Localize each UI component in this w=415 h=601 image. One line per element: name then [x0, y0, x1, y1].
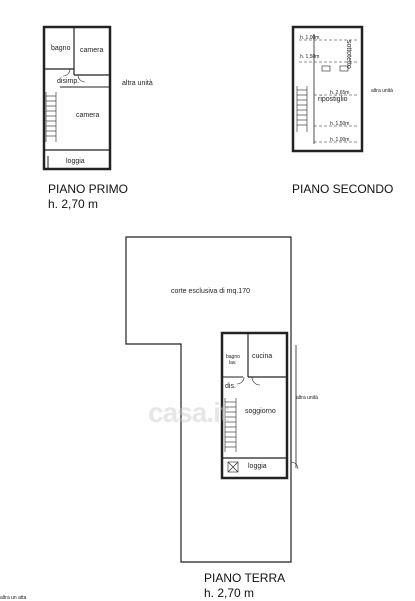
primo-label-loggia: loggia — [66, 158, 85, 165]
piano-primo-height: h. 2,70 m — [48, 197, 99, 211]
secondo-label-sottotetto: sottotetto — [345, 40, 352, 69]
terra-label-cucina: cucina — [252, 353, 273, 360]
piano-terra-title: PIANO TERRA — [204, 571, 286, 585]
terra-door-cucina — [252, 377, 260, 385]
secondo-height-5: h. 1,00m — [330, 137, 350, 143]
terra-door-bagno — [237, 377, 244, 384]
secondo-height-4: h. 1,50m — [330, 121, 350, 127]
terra-label-adjacent-left: altra un atta — [0, 595, 27, 600]
secondo-height-2: h. 1,50m — [300, 54, 320, 60]
terra-label-adjacent: altra unità — [296, 395, 318, 401]
piano-primo-title: PIANO PRIMO — [48, 182, 129, 196]
watermark: casa.it — [148, 397, 229, 428]
piano-terra-height: h. 2,70 m — [204, 586, 255, 600]
secondo-label-adjacent: altra unità — [371, 88, 393, 94]
terra-label-soggiorno: soggiorno — [245, 408, 276, 415]
terra-label-bagno-sub: lav. — [229, 360, 237, 366]
terra-label-bagno: bagno — [226, 354, 240, 360]
secondo-height-1: h. 1,00m — [300, 35, 320, 41]
secondo-label-ripostiglio: ripostiglio — [318, 96, 348, 103]
primo-label-bagno: bagno — [51, 45, 71, 52]
terra-entrance-mark — [228, 462, 238, 472]
terra-label-courtyard: corte esclusiva di mq.170 — [171, 288, 250, 295]
primo-label-adjacent: altra unità — [122, 80, 153, 87]
terra-label-loggia: loggia — [248, 463, 267, 470]
primo-stairs — [46, 92, 56, 142]
caption-piano-terra — [204, 571, 285, 601]
caption-piano-primo — [48, 182, 128, 212]
secondo-skylight-1 — [322, 66, 330, 71]
caption-piano-secondo — [292, 182, 393, 197]
primo-label-camera-main: camera — [76, 112, 100, 119]
primo-label-disimp: disimp. — [57, 78, 80, 85]
primo-door-bagno — [63, 69, 70, 76]
primo-label-camera-top: camera — [80, 47, 104, 54]
secondo-stairs — [297, 86, 307, 132]
secondo-height-3: h. 2,65m — [330, 90, 350, 96]
terra-label-dis: dis. — [225, 383, 236, 390]
terra-neighbour-door — [291, 462, 298, 469]
piano-secondo-title: PIANO SECONDO — [292, 182, 394, 196]
